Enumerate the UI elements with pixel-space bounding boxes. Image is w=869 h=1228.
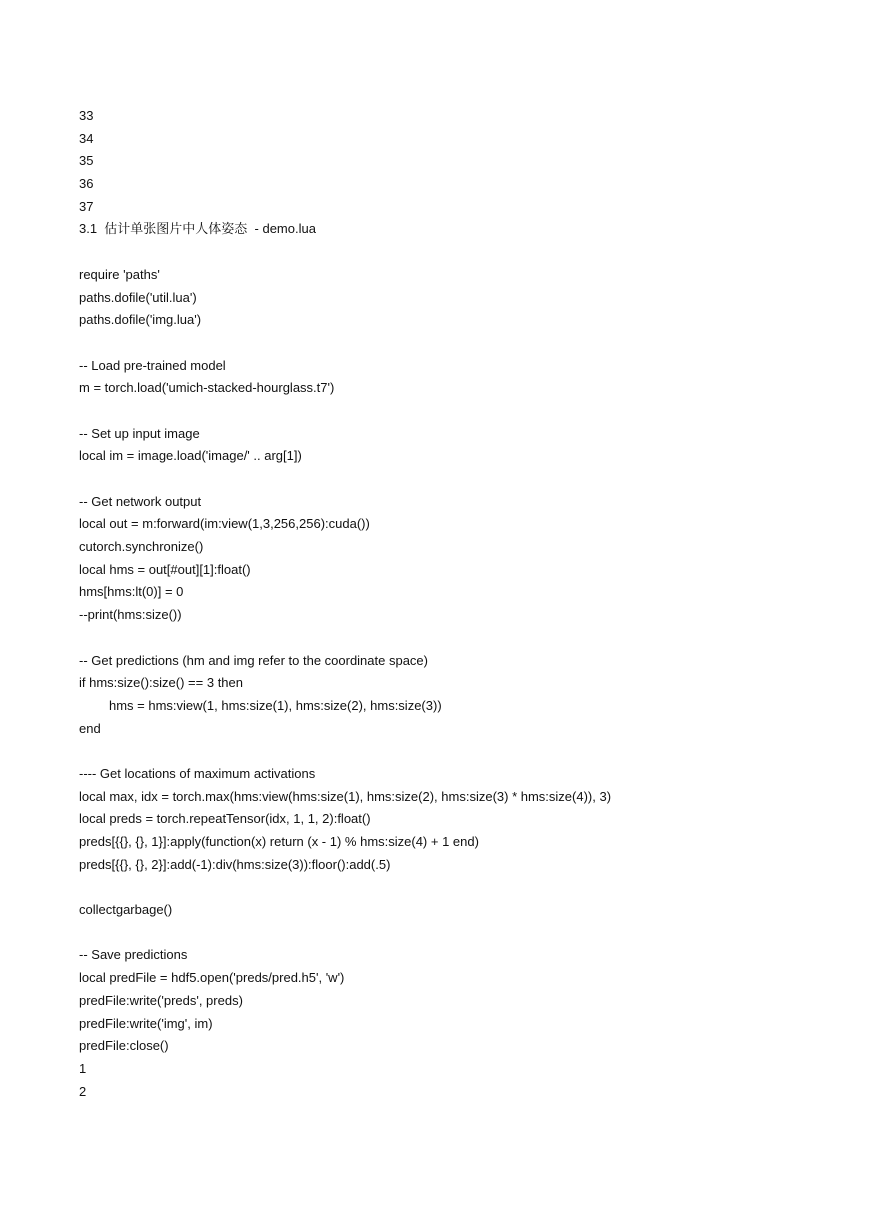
code-comment: -- Get network output bbox=[79, 493, 202, 509]
code-line: local im = image.load('image/' .. arg[1]) bbox=[79, 448, 302, 464]
code-line: local max, idx = torch.max(hms:view(hms:size(1), hms:size(2), hms:size(3) * hms:size(4)), 3) bbox=[79, 788, 612, 804]
section-heading: 3.1 估计单张图片中人体姿态 - demo.lua bbox=[79, 221, 316, 237]
blank-line bbox=[79, 876, 839, 899]
blank-line bbox=[79, 627, 839, 650]
line-number: 34 bbox=[79, 130, 94, 146]
code-comment: -- Get predictions (hm and img refer to the coordinate space) bbox=[79, 652, 428, 668]
line-number: 1 bbox=[79, 1060, 87, 1076]
code-line: collectgarbage() bbox=[79, 902, 173, 918]
code-line-indented: hms = hms:view(1, hms:size(1), hms:size(2), hms:size(3)) bbox=[109, 697, 442, 713]
code-line: end bbox=[79, 720, 101, 736]
code-line: hms[hms:lt(0)] = 0 bbox=[79, 584, 184, 600]
code-line: preds[{{}, {}, 1}]:apply(function(x) return (x - 1) % hms:size(4) + 1 end) bbox=[79, 834, 479, 849]
blank-line bbox=[79, 400, 839, 423]
code-line: m = torch.load('umich-stacked-hourglass.t7') bbox=[79, 380, 335, 396]
code-line: local preds = torch.repeatTensor(idx, 1, 1, 2):float() bbox=[79, 811, 371, 827]
line-number: 33 bbox=[79, 108, 94, 123]
code-comment: -- Save predictions bbox=[79, 947, 188, 963]
line-number: 35 bbox=[79, 153, 94, 169]
line-number: 37 bbox=[79, 198, 94, 214]
line-number: 36 bbox=[79, 176, 94, 192]
blank-line bbox=[79, 922, 839, 945]
code-line: paths.dofile('util.lua') bbox=[79, 289, 197, 305]
code-line: paths.dofile('img.lua') bbox=[79, 312, 202, 328]
code-comment: -- Load pre-trained model bbox=[79, 357, 226, 373]
line-number: 2 bbox=[79, 1083, 87, 1099]
code-line: local out = m:forward(im:view(1,3,256,256):cuda()) bbox=[79, 516, 370, 532]
code-comment: -- Set up input image bbox=[79, 425, 200, 441]
code-line: local predFile = hdf5.open('preds/pred.h5', 'w') bbox=[79, 970, 345, 986]
code-comment: --print(hms:size()) bbox=[79, 607, 182, 623]
code-line: preds[{{}, {}, 2}]:add(-1):div(hms:size(3)):floor():add(.5) bbox=[79, 856, 391, 872]
blank-line bbox=[79, 468, 839, 491]
code-line: predFile:write('preds', preds) bbox=[79, 992, 243, 1008]
code-line: predFile:write('img', im) bbox=[79, 1015, 213, 1031]
code-line: if hms:size():size() == 3 then bbox=[79, 675, 243, 691]
blank-line bbox=[79, 740, 839, 763]
blank-line bbox=[79, 332, 839, 355]
code-line: predFile:close() bbox=[79, 1038, 169, 1054]
code-comment: ---- Get locations of maximum activations bbox=[79, 765, 316, 781]
blank-line bbox=[79, 241, 839, 264]
code-listing bbox=[79, 105, 839, 1103]
code-line: cutorch.synchronize() bbox=[79, 539, 204, 555]
code-line: require 'paths' bbox=[79, 266, 160, 282]
code-line: local hms = out[#out][1]:float() bbox=[79, 561, 251, 577]
